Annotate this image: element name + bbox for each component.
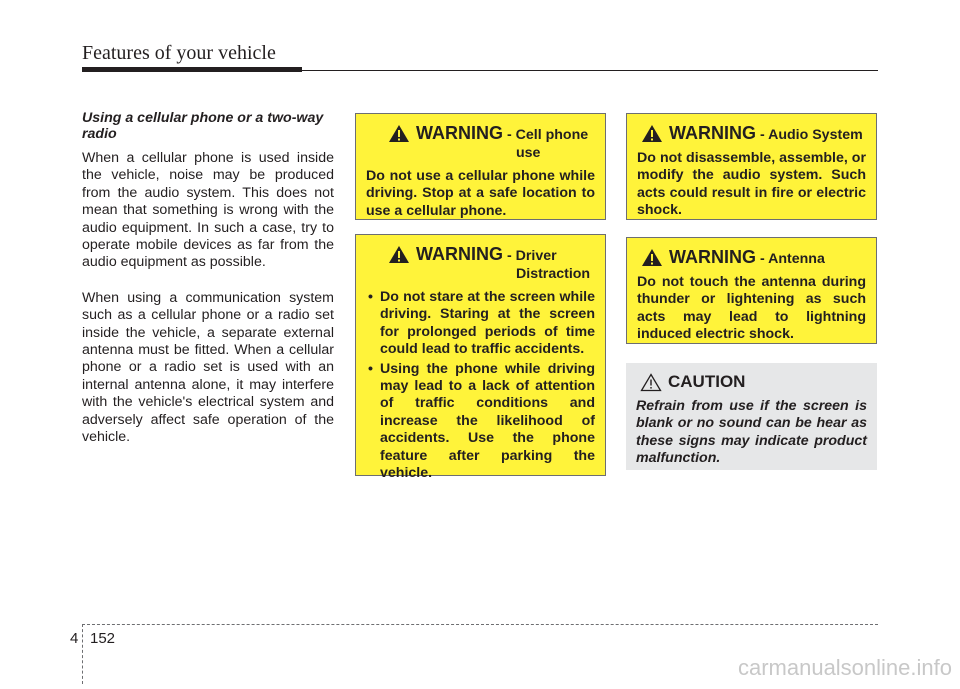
watermark: carmanualsonline.info xyxy=(737,655,952,680)
warning-subtitle-cont: Distraction xyxy=(516,266,591,282)
warning-driver-distraction-header xyxy=(366,245,595,283)
caution-body: Refrain from use if the screen is blank or no sound can be hear as these signs may indicate product malfunction. xyxy=(636,398,867,467)
list-item: • Do not stare at the screen while driving. Staring at the screen for prolonged periods of time could lead to traffic accidents. xyxy=(366,289,595,359)
caution-header xyxy=(636,373,867,392)
list-item: • Using the phone while driving may lead to a lack of attention of traffic conditions and increase the likelihood of accidents. Use the phone feature after parking the vehicle. xyxy=(366,361,595,483)
warning-label: WARNING xyxy=(416,244,503,264)
footer-rule xyxy=(82,624,878,625)
warning-subtitle: - Audio System xyxy=(759,127,863,143)
warning-label: WARNING xyxy=(669,123,756,143)
caution-label: CAUTION xyxy=(668,372,746,391)
warning-driver-distraction-box xyxy=(355,234,606,482)
caution-box xyxy=(626,363,877,470)
header-rule-thin xyxy=(302,70,878,71)
warning-audio-system-body: Do not disassemble, assemble, or modify the audio system. Such acts could result in fire or electric shock. xyxy=(637,150,866,219)
warning-cell-phone-box xyxy=(355,113,606,220)
warning-audio-system-box xyxy=(626,113,877,220)
warning-label: WARNING xyxy=(416,123,503,143)
warning-triangle-icon xyxy=(641,124,663,143)
page-header-title: Features of your vehicle xyxy=(82,42,276,64)
warning-subtitle: - Cell phone xyxy=(506,127,589,143)
warning-cell-phone-body: Do not use a cellular phone while driving. Stop at a safe location to use a cellular phone. xyxy=(366,168,595,219)
left-column xyxy=(82,110,334,465)
warning-subtitle: - Driver xyxy=(506,248,557,264)
footer-page-number: 152 xyxy=(90,630,116,647)
warning-triangle-icon xyxy=(388,124,410,143)
caution-triangle-icon xyxy=(640,373,662,392)
warning-cell-phone-header xyxy=(366,124,595,162)
warning-antenna-body: Do not touch the antenna during thunder or lightening as such acts may lead to lightning induced electric shock. xyxy=(637,274,866,343)
warning-audio-system-header xyxy=(637,124,866,144)
paragraph-noise: When a cellular phone is used inside the vehicle, noise may be produced from the audio system. This does not mean that something is wrong with the audio equipment. In such a case, try to operate mobile devices as far from the audio equipment as possible. xyxy=(82,150,334,271)
warning-subtitle-cont: use xyxy=(516,145,541,161)
section-heading: Using a cellular phone or a two-way radio xyxy=(82,110,324,142)
warning-subtitle: - Antenna xyxy=(759,251,825,267)
paragraph-antenna: When using a communication system such as a cellular phone or a radio set inside the vehicle, a separate external antenna must be fitted. When a cellular phone or a radio set is used with an internal antenna alone, it may interfere with the vehicle's electrical system and adversely affect safe operation of the vehicle. xyxy=(82,289,334,446)
header-rule-thick xyxy=(82,67,302,72)
warning-triangle-icon xyxy=(641,248,663,267)
warning-antenna-header xyxy=(637,248,866,268)
warning-triangle-icon xyxy=(388,245,410,264)
footer-chapter-number: 4 xyxy=(70,630,79,647)
warning-antenna-box xyxy=(626,237,877,344)
footer-divider xyxy=(82,624,83,684)
warning-driver-distraction-list xyxy=(366,289,595,482)
warning-label: WARNING xyxy=(669,247,756,267)
